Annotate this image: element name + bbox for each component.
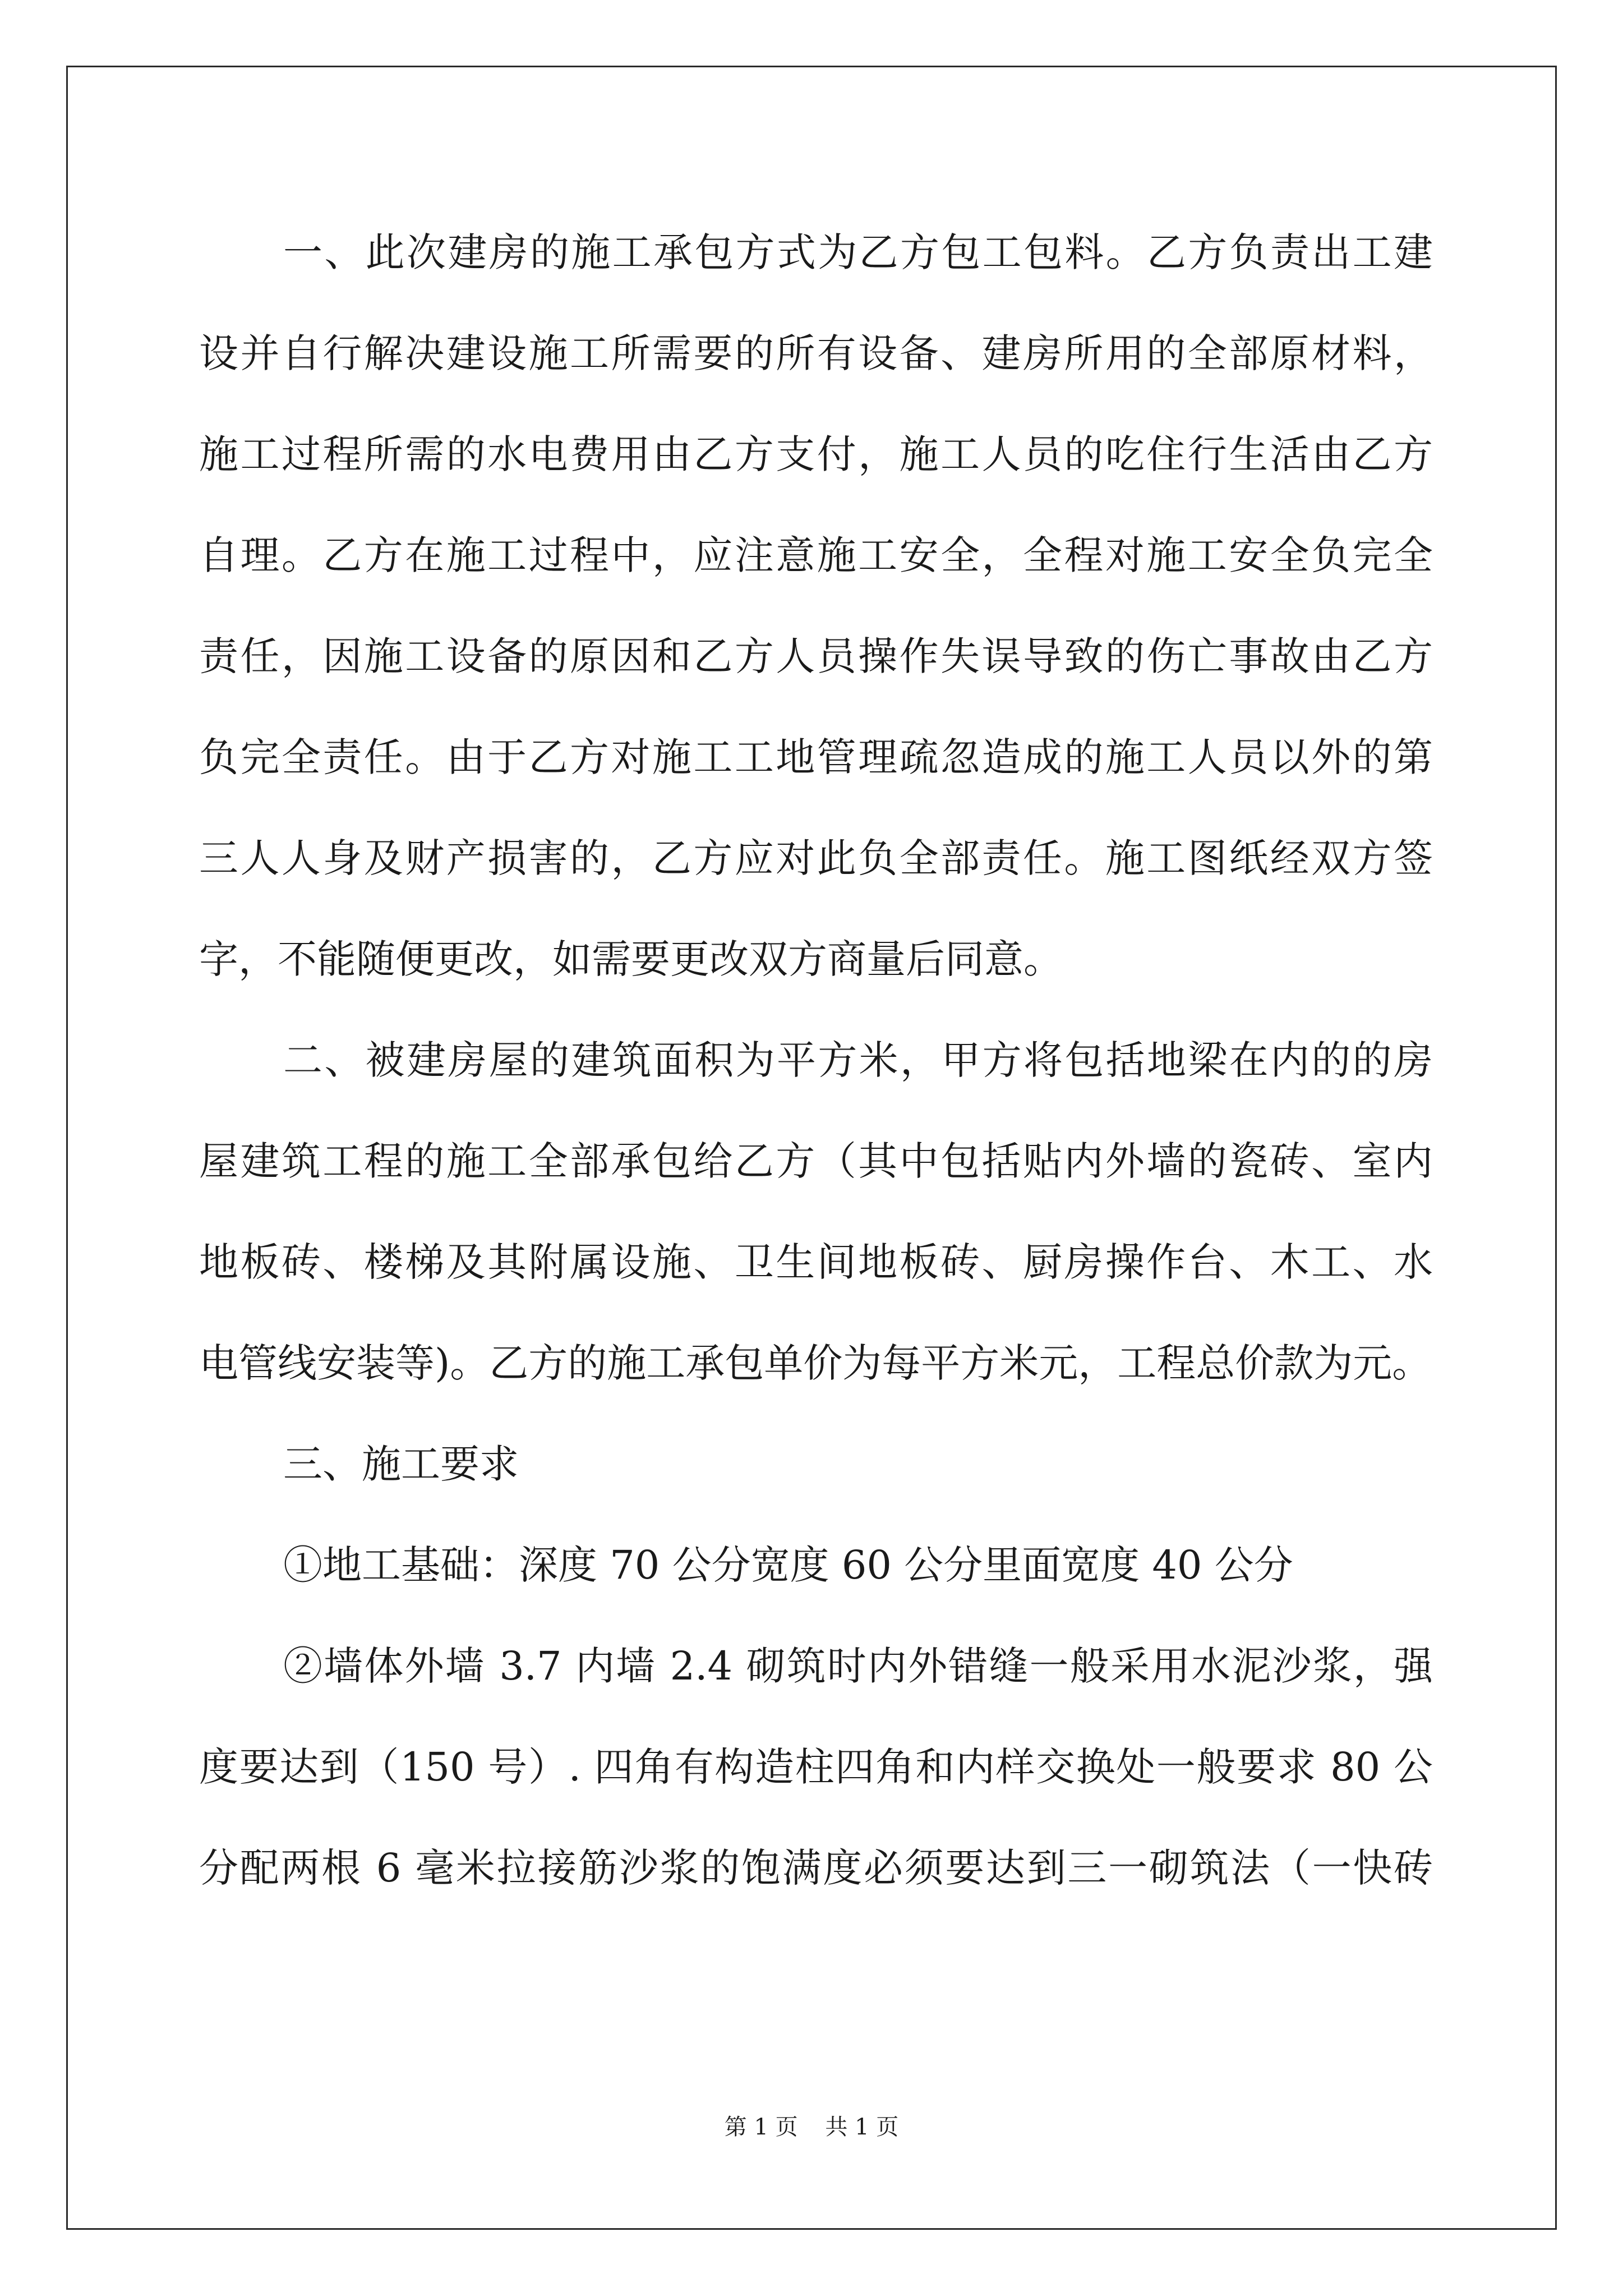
page-number-total: 共 1 页	[825, 2114, 899, 2140]
document-body	[199, 202, 1433, 1918]
paragraph-1-line-5: 责任，因施工设备的原因和乙方人员操作失误导致的伤亡事故由乙方	[199, 633, 1433, 679]
paragraph-1-line-2: 设并自行解决建设施工所需要的所有设备、建房所用的全部原材料，	[199, 330, 1433, 376]
item-2-line-3: 分配两根 6 毫米拉接筋沙浆的饱满度必须要达到三一砌筑法（一快砖	[199, 1845, 1433, 1891]
page-footer	[0, 2109, 1623, 2141]
paragraph-1-line-8: 字，不能随便更改，如需要更改双方商量后同意。	[199, 936, 1063, 982]
paragraph-1-line-4: 自理。乙方在施工过程中，应注意施工安全，全程对施工安全负完全	[199, 532, 1433, 578]
paragraph-2-line-3: 地板砖、楼梯及其附属设施、卫生间地板砖、厨房操作台、木工、水	[199, 1239, 1433, 1285]
paragraph-2-line-1: 二、被建房屋的建筑面积为平方米，甲方将包括地梁在内的的房	[283, 1037, 1433, 1083]
item-1-foundation: ①地工基础：深度 70 公分宽度 60 公分里面宽度 40 公分	[283, 1542, 1293, 1588]
paragraph-1-line-1: 一、此次建房的施工承包方式为乙方包工包料。乙方负责出工建	[283, 229, 1433, 275]
paragraph-2-line-2: 屋建筑工程的施工全部承包给乙方（其中包括贴内外墙的瓷砖、室内	[199, 1138, 1433, 1184]
paragraph-1-line-6: 负完全责任。由于乙方对施工工地管理疏忽造成的施工人员以外的第	[199, 734, 1433, 780]
section-heading-construction-requirements: 三、施工要求	[283, 1441, 519, 1487]
item-2-line-2: 度要达到（150 号）. 四角有构造柱四角和内样交换处一般要求 80 公	[199, 1744, 1433, 1790]
paragraph-1-line-7: 三人人身及财产损害的，乙方应对此负全部责任。施工图纸经双方签	[199, 835, 1433, 881]
paragraph-2-line-4: 电管线安装等)。乙方的施工承包单价为每平方米元，工程总价款为元。	[199, 1340, 1432, 1386]
paragraph-1-line-3: 施工过程所需的水电费用由乙方支付，施工人员的吃住行生活由乙方	[199, 431, 1433, 477]
item-2-line-1: ②墙体外墙 3.7 内墙 2.4 砌筑时内外错缝一般采用水泥沙浆，强	[283, 1643, 1433, 1689]
page-number-current: 第 1 页	[724, 2114, 798, 2140]
